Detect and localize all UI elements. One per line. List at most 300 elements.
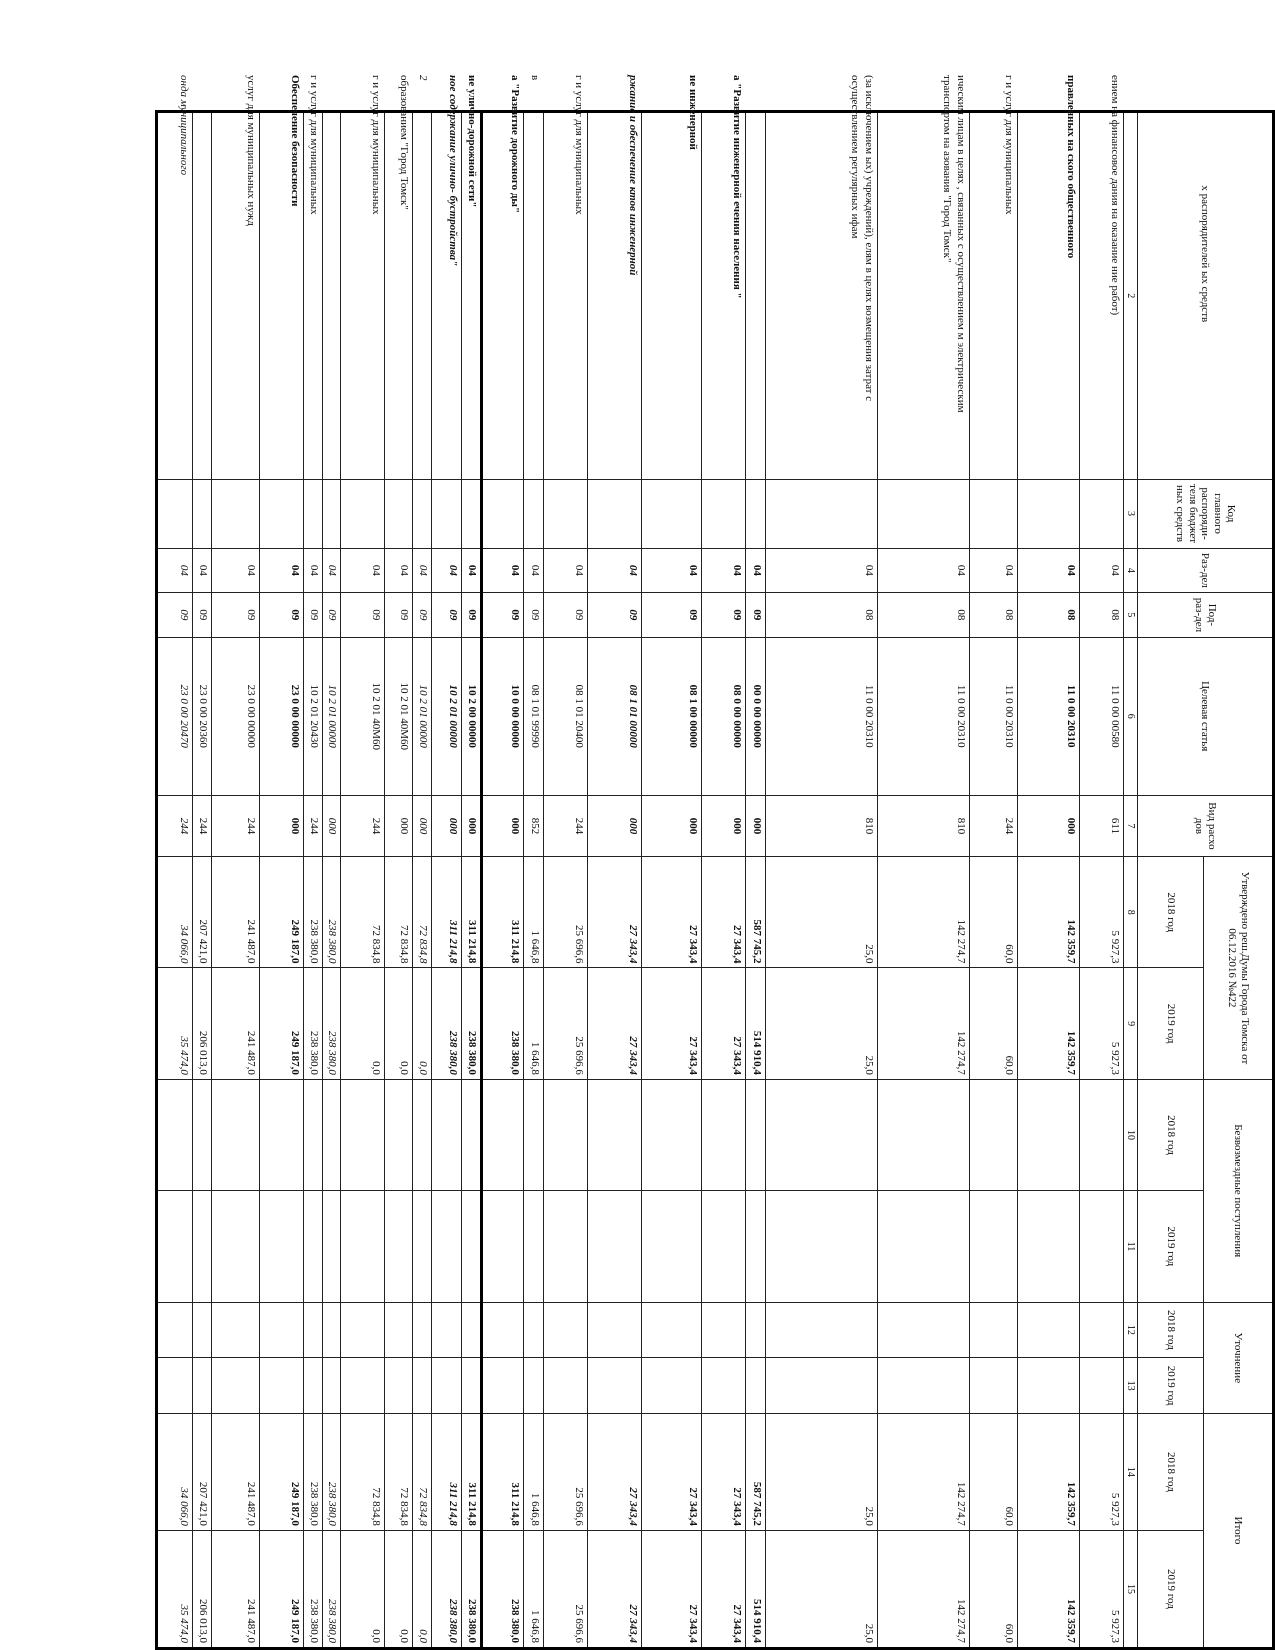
row-clarify-2019-cell bbox=[322, 1358, 341, 1414]
row-vid-cell: 852 bbox=[524, 795, 544, 856]
row-approved-2019-cell: 238 380,0 bbox=[322, 968, 341, 1079]
row-target-cell: 11 0 00 20310 bbox=[878, 637, 970, 795]
row-grants-2019-cell bbox=[385, 1191, 413, 1302]
row-total-2018-cell: 34 066,0 bbox=[157, 1413, 193, 1530]
row-code-cell bbox=[157, 479, 193, 548]
row-total-2019-cell: 238 380,0 bbox=[462, 1530, 482, 1648]
row-podrazdel-cell: 08 bbox=[970, 593, 1018, 638]
row-clarify-2019-cell bbox=[482, 1358, 524, 1414]
row-code-cell bbox=[746, 479, 766, 548]
row-razdel-cell: 04 bbox=[642, 548, 702, 593]
row-clarify-2018-cell bbox=[544, 1302, 588, 1358]
row-razdel-cell: 04 bbox=[544, 548, 588, 593]
row-approved-2018-cell: 25,0 bbox=[766, 857, 878, 968]
row-approved-2019-cell: 142 274,7 bbox=[878, 968, 970, 1079]
row-total-2018-cell: 27 343,4 bbox=[588, 1413, 642, 1530]
row-clarify-2018-cell bbox=[588, 1302, 642, 1358]
table-row bbox=[413, 112, 432, 1649]
row-vid-cell: 000 bbox=[642, 795, 702, 856]
row-podrazdel-cell: 09 bbox=[432, 593, 462, 638]
row-clarify-2018-cell bbox=[212, 1302, 260, 1358]
row-clarify-2019-cell bbox=[524, 1358, 544, 1414]
row-razdel-cell: 04 bbox=[432, 548, 462, 593]
row-target-cell: 11 0 00 20310 bbox=[970, 637, 1018, 795]
row-total-2019-cell: 27 343,4 bbox=[702, 1530, 746, 1648]
row-code-cell bbox=[385, 479, 413, 548]
row-total-2018-cell: 587 745,2 bbox=[746, 1413, 766, 1530]
row-name-text: ие улично-дорожной сети" bbox=[466, 75, 478, 208]
row-total-2018-cell: 72 834,8 bbox=[413, 1413, 432, 1530]
row-approved-2018-cell: 34 066,0 bbox=[157, 857, 193, 968]
row-approved-2018-cell: 60,0 bbox=[970, 857, 1018, 968]
row-total-2018-cell: 311 214,8 bbox=[432, 1413, 462, 1530]
row-vid-cell: 000 bbox=[588, 795, 642, 856]
row-total-2019-cell: 238 380,0 bbox=[304, 1530, 323, 1648]
row-target-cell: 23 0 00 20360 bbox=[193, 637, 212, 795]
row-approved-2019-cell: 238 380,0 bbox=[432, 968, 462, 1079]
row-podrazdel-cell: 08 bbox=[878, 593, 970, 638]
row-grants-2018-cell bbox=[766, 1079, 878, 1190]
row-total-2019-cell: 0,0 bbox=[341, 1530, 385, 1648]
col-number: 3 bbox=[1124, 479, 1138, 548]
row-approved-2019-cell: 25 696,6 bbox=[544, 968, 588, 1079]
row-grants-2019-cell bbox=[193, 1191, 212, 1302]
row-vid-cell: 000 bbox=[322, 795, 341, 856]
clarify-header: Уточнение bbox=[1204, 1302, 1274, 1413]
year-2019-header: 2019 год bbox=[1138, 1191, 1204, 1302]
row-target-cell: 10 0 00 00000 bbox=[482, 637, 524, 795]
row-podrazdel-cell: 09 bbox=[702, 593, 746, 638]
row-grants-2018-cell bbox=[642, 1079, 702, 1190]
row-grants-2018-cell bbox=[746, 1079, 766, 1190]
row-clarify-2019-cell bbox=[212, 1358, 260, 1414]
row-name-text: образованием "Город Томск" bbox=[398, 75, 411, 210]
row-podrazdel-cell: 09 bbox=[322, 593, 341, 638]
row-razdel-cell: 04 bbox=[1018, 548, 1080, 593]
row-razdel-cell: 04 bbox=[588, 548, 642, 593]
row-total-2019-cell: 0,0 bbox=[413, 1530, 432, 1648]
row-clarify-2018-cell bbox=[341, 1302, 385, 1358]
row-name-text: ением на финансовое дания на оказание ние работ) bbox=[1109, 75, 1121, 316]
row-name-text: правленных на ского общественного bbox=[1065, 75, 1077, 259]
row-name-text: ие инженерной bbox=[687, 75, 699, 150]
row-grants-2018-cell bbox=[193, 1079, 212, 1190]
row-target-cell: 08 0 00 00000 bbox=[702, 637, 746, 795]
row-total-2019-cell: 35 474,0 bbox=[157, 1530, 193, 1648]
row-grants-2018-cell bbox=[304, 1079, 323, 1190]
row-name-text: г и услуг для муниципальных bbox=[573, 75, 585, 215]
row-grants-2019-cell bbox=[642, 1191, 702, 1302]
row-razdel-cell: 04 bbox=[385, 548, 413, 593]
table-row bbox=[304, 112, 323, 1649]
row-code-cell bbox=[970, 479, 1018, 548]
row-total-2018-cell: 60,0 bbox=[970, 1413, 1018, 1530]
row-podrazdel-cell: 09 bbox=[157, 593, 193, 638]
row-approved-2019-cell: 238 380,0 bbox=[462, 968, 482, 1079]
row-razdel-cell: 04 bbox=[413, 548, 432, 593]
row-clarify-2019-cell bbox=[462, 1358, 482, 1414]
year-2018-header: 2018 год bbox=[1138, 857, 1204, 968]
row-name-text: в bbox=[529, 75, 541, 81]
row-clarify-2018-cell bbox=[1080, 1302, 1124, 1358]
row-grants-2019-cell bbox=[524, 1191, 544, 1302]
row-target-cell: 11 0 00 00580 bbox=[1080, 637, 1124, 795]
row-target-cell: 08 1 01 20400 bbox=[544, 637, 588, 795]
row-total-2018-cell: 1 646,8 bbox=[524, 1413, 544, 1530]
row-approved-2019-cell: 142 359,7 bbox=[1018, 968, 1080, 1079]
row-grants-2018-cell bbox=[462, 1079, 482, 1190]
row-grants-2018-cell bbox=[385, 1079, 413, 1190]
row-approved-2019-cell: 514 910,4 bbox=[746, 968, 766, 1079]
row-total-2018-cell: 241 487,0 bbox=[212, 1413, 260, 1530]
row-grants-2019-cell bbox=[1080, 1191, 1124, 1302]
target-header: Целевая статья bbox=[1138, 637, 1274, 795]
row-razdel-cell: 04 bbox=[212, 548, 260, 593]
row-razdel-cell: 04 bbox=[1080, 548, 1124, 593]
year-2018-header: 2018 год bbox=[1138, 1413, 1204, 1530]
row-clarify-2019-cell bbox=[304, 1358, 323, 1414]
row-name-cell bbox=[193, 112, 212, 480]
row-vid-cell: 000 bbox=[260, 795, 304, 856]
row-approved-2018-cell: 142 274,7 bbox=[878, 857, 970, 968]
row-podrazdel-cell: 09 bbox=[413, 593, 432, 638]
row-podrazdel-cell: 09 bbox=[385, 593, 413, 638]
row-target-cell: 23 0 00 00000 bbox=[260, 637, 304, 795]
row-target-cell: 10 2 01 40М60 bbox=[341, 637, 385, 795]
row-vid-cell: 000 bbox=[432, 795, 462, 856]
row-target-cell: 10 2 01 00000 bbox=[432, 637, 462, 795]
row-clarify-2019-cell bbox=[588, 1358, 642, 1414]
row-vid-cell: 810 bbox=[766, 795, 878, 856]
row-grants-2018-cell bbox=[970, 1079, 1018, 1190]
row-target-cell: 10 2 00 00000 bbox=[462, 637, 482, 795]
row-total-2019-cell: 5 927,3 bbox=[1080, 1530, 1124, 1648]
row-code-cell bbox=[341, 479, 385, 548]
row-name-cell bbox=[544, 75, 588, 480]
row-total-2018-cell: 25,0 bbox=[766, 1413, 878, 1530]
row-name-cell bbox=[413, 75, 432, 480]
row-name-text: услуг для муниципальных нужд bbox=[245, 75, 257, 226]
row-razdel-cell: 04 bbox=[322, 548, 341, 593]
row-podrazdel-cell: 09 bbox=[482, 593, 524, 638]
row-approved-2018-cell: 238 380,0 bbox=[304, 857, 323, 968]
row-approved-2018-cell: 241 487,0 bbox=[212, 857, 260, 968]
row-clarify-2018-cell bbox=[702, 1302, 746, 1358]
table-row bbox=[260, 112, 304, 1649]
row-name-cell bbox=[1018, 75, 1080, 480]
col-number: 15 bbox=[1124, 1530, 1138, 1648]
row-target-cell: 08 1 01 00000 bbox=[588, 637, 642, 795]
row-name-cell bbox=[482, 75, 524, 480]
row-vid-cell: 244 bbox=[304, 795, 323, 856]
row-podrazdel-cell: 09 bbox=[193, 593, 212, 638]
row-grants-2018-cell bbox=[212, 1079, 260, 1190]
row-clarify-2019-cell bbox=[702, 1358, 746, 1414]
row-total-2018-cell: 25 696,6 bbox=[544, 1413, 588, 1530]
row-approved-2019-cell: 238 380,0 bbox=[482, 968, 524, 1079]
row-grants-2019-cell bbox=[878, 1191, 970, 1302]
row-approved-2018-cell: 25 696,6 bbox=[544, 857, 588, 968]
row-podrazdel-cell: 09 bbox=[212, 593, 260, 638]
row-name-cell bbox=[588, 75, 642, 480]
name-header: х распорядителей ых средств bbox=[1138, 112, 1274, 480]
row-code-cell bbox=[212, 479, 260, 548]
row-podrazdel-cell: 09 bbox=[642, 593, 702, 638]
row-name-cell bbox=[1080, 75, 1124, 480]
table-row bbox=[322, 112, 341, 1649]
row-grants-2018-cell bbox=[260, 1079, 304, 1190]
row-approved-2018-cell: 27 343,4 bbox=[642, 857, 702, 968]
table-row bbox=[212, 112, 260, 1649]
row-podrazdel-cell: 08 bbox=[1018, 593, 1080, 638]
row-clarify-2018-cell bbox=[766, 1302, 878, 1358]
row-grants-2019-cell bbox=[702, 1191, 746, 1302]
row-clarify-2018-cell bbox=[746, 1302, 766, 1358]
row-target-cell: 10 2 01 40М60 bbox=[385, 637, 413, 795]
row-code-cell bbox=[878, 479, 970, 548]
col-number: 4 bbox=[1124, 548, 1138, 593]
row-approved-2019-cell: 35 474,0 bbox=[157, 968, 193, 1079]
row-grants-2019-cell bbox=[432, 1191, 462, 1302]
year-2019-header: 2019 год bbox=[1138, 1358, 1204, 1414]
row-name-cell bbox=[212, 75, 260, 480]
row-total-2019-cell: 27 343,4 bbox=[642, 1530, 702, 1648]
row-name-cell bbox=[642, 75, 702, 480]
row-name-cell bbox=[432, 75, 462, 480]
row-name-text: 2 bbox=[417, 75, 430, 81]
year-2018-header: 2018 год bbox=[1138, 1079, 1204, 1190]
row-total-2018-cell: 72 834,8 bbox=[385, 1413, 413, 1530]
row-total-2019-cell: 25,0 bbox=[766, 1530, 878, 1648]
row-code-cell bbox=[544, 479, 588, 548]
row-clarify-2018-cell bbox=[462, 1302, 482, 1358]
row-clarify-2019-cell bbox=[193, 1358, 212, 1414]
row-razdel-cell: 04 bbox=[970, 548, 1018, 593]
row-approved-2018-cell: 27 343,4 bbox=[702, 857, 746, 968]
row-approved-2018-cell: 72 834,8 bbox=[385, 857, 413, 968]
row-total-2019-cell: 238 380,0 bbox=[432, 1530, 462, 1648]
year-2018-header: 2018 год bbox=[1138, 1302, 1204, 1358]
row-grants-2019-cell bbox=[462, 1191, 482, 1302]
row-razdel-cell: 04 bbox=[524, 548, 544, 593]
grants-header: Безвозмездные поступления bbox=[1204, 1079, 1274, 1302]
row-name-cell bbox=[322, 112, 341, 480]
row-approved-2019-cell: 0,0 bbox=[341, 968, 385, 1079]
row-clarify-2019-cell bbox=[341, 1358, 385, 1414]
row-podrazdel-cell: 09 bbox=[544, 593, 588, 638]
row-clarify-2018-cell bbox=[260, 1302, 304, 1358]
row-grants-2018-cell bbox=[524, 1079, 544, 1190]
row-podrazdel-cell: 08 bbox=[766, 593, 878, 638]
table-header bbox=[1124, 112, 1274, 1649]
row-vid-cell: 000 bbox=[702, 795, 746, 856]
row-code-cell bbox=[413, 479, 432, 548]
row-code-cell bbox=[462, 479, 482, 548]
row-grants-2018-cell bbox=[588, 1079, 642, 1190]
row-razdel-cell: 04 bbox=[462, 548, 482, 593]
row-name-text: Обеспечение безопасности bbox=[289, 75, 301, 207]
vid-header: Вид расхо дов bbox=[1138, 795, 1274, 856]
row-clarify-2018-cell bbox=[413, 1302, 432, 1358]
row-name-cell bbox=[304, 75, 323, 480]
row-clarify-2019-cell bbox=[385, 1358, 413, 1414]
row-razdel-cell: 04 bbox=[304, 548, 323, 593]
row-clarify-2018-cell bbox=[385, 1302, 413, 1358]
row-grants-2018-cell bbox=[157, 1079, 193, 1190]
row-name-cell bbox=[970, 75, 1018, 480]
rotated-page bbox=[95, 75, 1275, 1650]
row-total-2018-cell: 238 380,0 bbox=[322, 1413, 341, 1530]
row-clarify-2019-cell bbox=[432, 1358, 462, 1414]
row-name-text: ржание и обеспечение ктов инженерной bbox=[627, 75, 639, 276]
col-number: 6 bbox=[1124, 637, 1138, 795]
row-total-2019-cell: 206 013,0 bbox=[193, 1530, 212, 1648]
row-clarify-2018-cell bbox=[642, 1302, 702, 1358]
table-row bbox=[385, 112, 413, 1649]
row-grants-2019-cell bbox=[341, 1191, 385, 1302]
row-podrazdel-cell: 09 bbox=[462, 593, 482, 638]
row-clarify-2019-cell bbox=[1018, 1358, 1080, 1414]
row-clarify-2018-cell bbox=[1018, 1302, 1080, 1358]
row-vid-cell: 000 bbox=[1018, 795, 1080, 856]
row-approved-2018-cell: 311 214,8 bbox=[482, 857, 524, 968]
approved-header: Утверждено реш.Думы Города Томска от 06.12.2016 №422 bbox=[1204, 857, 1274, 1080]
row-clarify-2019-cell bbox=[970, 1358, 1018, 1414]
row-grants-2019-cell bbox=[322, 1191, 341, 1302]
row-vid-cell: 000 bbox=[413, 795, 432, 856]
table-row bbox=[157, 112, 193, 1649]
row-clarify-2019-cell bbox=[642, 1358, 702, 1414]
row-code-cell bbox=[432, 479, 462, 548]
col-number: 2 bbox=[1124, 112, 1138, 480]
row-grants-2018-cell bbox=[702, 1079, 746, 1190]
row-grants-2018-cell bbox=[322, 1079, 341, 1190]
total-header: Итого bbox=[1204, 1413, 1274, 1648]
row-name-text: ическим лицам в целях , связанных с осуществлением м электрическим транспортом на азования "Город Томск" bbox=[941, 75, 967, 413]
table-row bbox=[878, 112, 970, 1649]
row-name-cell bbox=[766, 75, 878, 480]
year-2019-header: 2019 год bbox=[1138, 968, 1204, 1079]
row-grants-2018-cell bbox=[878, 1079, 970, 1190]
row-total-2019-cell: 514 910,4 bbox=[746, 1530, 766, 1648]
row-total-2019-cell: 60,0 bbox=[970, 1530, 1018, 1648]
row-grants-2019-cell bbox=[304, 1191, 323, 1302]
table-row bbox=[193, 112, 212, 1649]
table-row bbox=[702, 112, 746, 1649]
row-approved-2018-cell: 1 646,8 bbox=[524, 857, 544, 968]
row-target-cell: 00 0 00 00000 bbox=[746, 637, 766, 795]
row-name-text: ное содержание улично- бустройства" bbox=[447, 75, 460, 267]
row-name-cell bbox=[462, 75, 482, 480]
col-number: 13 bbox=[1124, 1358, 1138, 1414]
row-clarify-2019-cell bbox=[766, 1358, 878, 1414]
row-clarify-2018-cell bbox=[432, 1302, 462, 1358]
row-grants-2019-cell bbox=[413, 1191, 432, 1302]
row-code-cell bbox=[702, 479, 746, 548]
table-row bbox=[432, 112, 462, 1649]
col-number: 11 bbox=[1124, 1191, 1138, 1302]
row-total-2018-cell: 249 187,0 bbox=[260, 1413, 304, 1530]
col-number: 8 bbox=[1124, 857, 1138, 968]
row-total-2019-cell: 25 696,6 bbox=[544, 1530, 588, 1648]
row-code-cell bbox=[304, 479, 323, 548]
row-clarify-2019-cell bbox=[157, 1358, 193, 1414]
col-number: 10 bbox=[1124, 1079, 1138, 1190]
row-total-2019-cell: 142 359,7 bbox=[1018, 1530, 1080, 1648]
row-total-2019-cell: 27 343,4 bbox=[588, 1530, 642, 1648]
row-target-cell: 08 1 00 00000 bbox=[642, 637, 702, 795]
budget-table bbox=[155, 75, 1275, 1650]
row-total-2018-cell: 27 343,4 bbox=[642, 1413, 702, 1530]
row-target-cell: 10 2 01 20430 bbox=[304, 637, 323, 795]
row-approved-2019-cell: 241 487,0 bbox=[212, 968, 260, 1079]
row-clarify-2018-cell bbox=[322, 1302, 341, 1358]
row-razdel-cell: 04 bbox=[766, 548, 878, 593]
row-target-cell: 11 0 00 20310 bbox=[766, 637, 878, 795]
table-row bbox=[544, 112, 588, 1649]
row-approved-2019-cell: 27 343,4 bbox=[588, 968, 642, 1079]
row-approved-2019-cell: 206 013,0 bbox=[193, 968, 212, 1079]
row-grants-2018-cell bbox=[1080, 1079, 1124, 1190]
row-vid-cell: 000 bbox=[385, 795, 413, 856]
row-approved-2018-cell: 72 834,8 bbox=[341, 857, 385, 968]
row-approved-2018-cell: 311 214,8 bbox=[432, 857, 462, 968]
row-code-cell bbox=[1080, 479, 1124, 548]
row-total-2018-cell: 142 274,7 bbox=[878, 1413, 970, 1530]
row-total-2019-cell: 249 187,0 bbox=[260, 1530, 304, 1648]
row-clarify-2018-cell bbox=[970, 1302, 1018, 1358]
row-name-cell bbox=[260, 75, 304, 480]
row-total-2018-cell: 5 927,3 bbox=[1080, 1413, 1124, 1530]
row-vid-cell: 000 bbox=[746, 795, 766, 856]
row-grants-2019-cell bbox=[746, 1191, 766, 1302]
row-approved-2019-cell: 249 187,0 bbox=[260, 968, 304, 1079]
row-podrazdel-cell: 09 bbox=[341, 593, 385, 638]
row-total-2019-cell: 238 380,0 bbox=[482, 1530, 524, 1648]
table-row bbox=[482, 112, 524, 1649]
row-name-text: а "Развитие дорожного ды" bbox=[509, 75, 521, 214]
row-vid-cell: 810 bbox=[878, 795, 970, 856]
table-row bbox=[970, 112, 1018, 1649]
row-vid-cell: 000 bbox=[462, 795, 482, 856]
row-clarify-2018-cell bbox=[524, 1302, 544, 1358]
table-row bbox=[642, 112, 702, 1649]
row-grants-2019-cell bbox=[970, 1191, 1018, 1302]
row-grants-2018-cell bbox=[544, 1079, 588, 1190]
row-name-cell bbox=[878, 75, 970, 480]
row-approved-2019-cell: 238 380,0 bbox=[304, 968, 323, 1079]
row-total-2018-cell: 238 380,0 bbox=[304, 1413, 323, 1530]
row-approved-2018-cell: 207 421,0 bbox=[193, 857, 212, 968]
podrazdel-header: Под-раз-дел bbox=[1138, 593, 1274, 638]
table-row bbox=[588, 112, 642, 1649]
table-body bbox=[157, 75, 1124, 1649]
row-approved-2018-cell: 238 380,0 bbox=[322, 857, 341, 968]
row-clarify-2018-cell bbox=[878, 1302, 970, 1358]
row-code-cell bbox=[1018, 479, 1080, 548]
row-code-cell bbox=[260, 479, 304, 548]
row-grants-2019-cell bbox=[1018, 1191, 1080, 1302]
row-target-cell: 23 0 00 00000 bbox=[212, 637, 260, 795]
col-number: 7 bbox=[1124, 795, 1138, 856]
row-total-2019-cell: 238 380,0 bbox=[322, 1530, 341, 1648]
row-grants-2018-cell bbox=[1018, 1079, 1080, 1190]
col-number: 9 bbox=[1124, 968, 1138, 1079]
row-approved-2018-cell: 27 343,4 bbox=[588, 857, 642, 968]
column-number-row bbox=[1124, 112, 1138, 1649]
row-razdel-cell: 04 bbox=[878, 548, 970, 593]
row-grants-2019-cell bbox=[544, 1191, 588, 1302]
